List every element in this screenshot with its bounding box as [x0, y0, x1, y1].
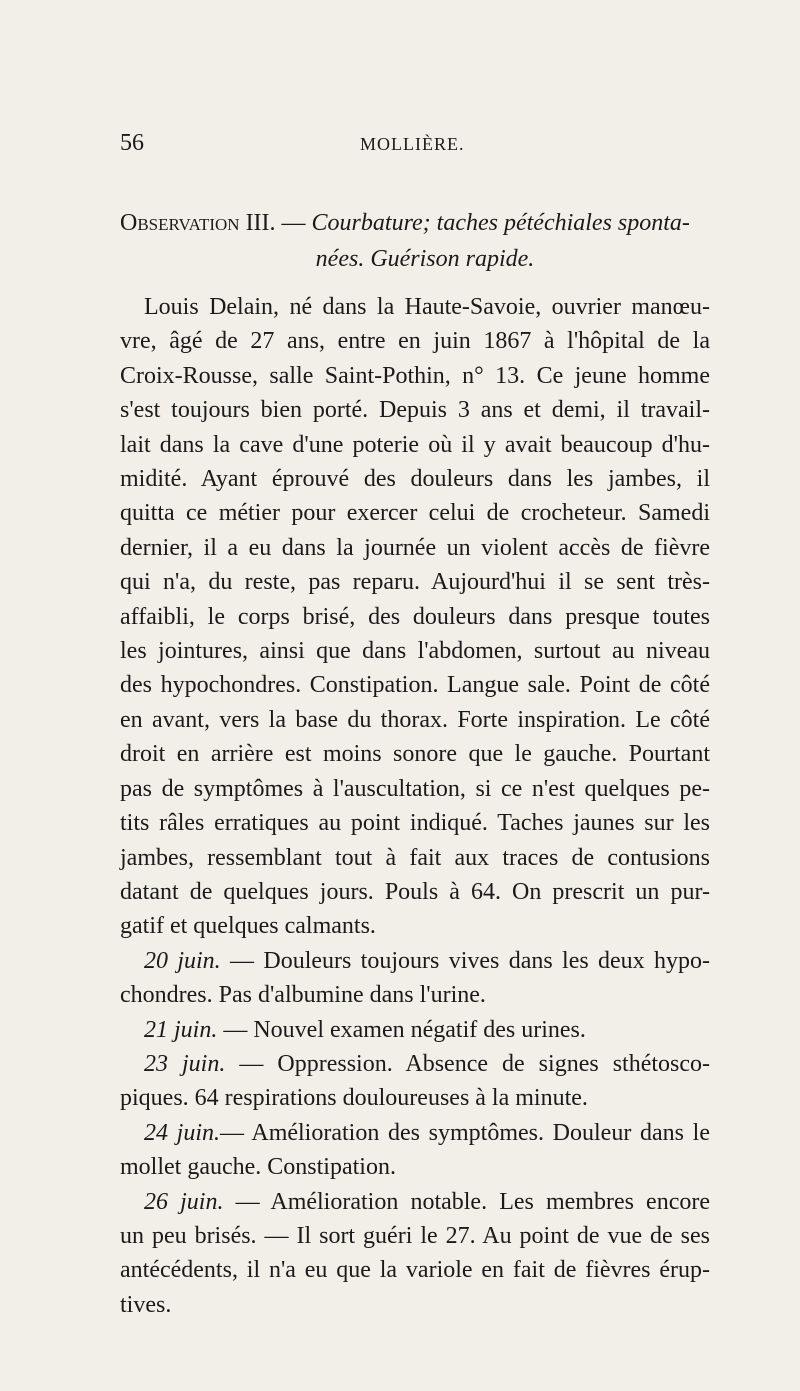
entry-line [120, 1116, 710, 1150]
observation-subject-line1: Courbature; taches pétéchiales sponta- [311, 210, 690, 236]
entry-text: — Amélioration notable. Les membres encore [223, 1188, 710, 1215]
body-line: antécédents, il n'a eu que la variole en fait de fièvres érup- [120, 1257, 710, 1284]
entry-date: 26 juin. [144, 1188, 224, 1215]
entry-line [120, 944, 710, 978]
entry-date: 21 juin. [144, 1016, 218, 1043]
body-line: jambes, ressemblant tout à fait aux traces de contusions [120, 844, 710, 871]
entry-text: — Nouvel examen négatif des urines. [217, 1016, 586, 1043]
body-line: chondres. Pas d'albumine dans l'urine. [120, 982, 486, 1009]
body-line: affaibli, le corps brisé, des douleurs dans presque toutes [120, 603, 710, 630]
title-dash: — [281, 210, 306, 236]
body-line: les jointures, ainsi que dans l'abdomen, surtout au niveau [120, 638, 710, 665]
body-line: midité. Ayant éprouvé des douleurs dans les jambes, il [120, 466, 710, 493]
body-line: tives. [120, 1291, 172, 1318]
observation-title [120, 205, 730, 277]
body-line: lait dans la cave d'une poterie où il y avait beaucoup d'hu- [120, 431, 710, 458]
page-number: 56 [120, 130, 144, 156]
observation-body [120, 290, 710, 1322]
body-line: qui n'a, du reste, pas reparu. Aujourd'hui il se sent très- [120, 569, 710, 596]
body-line: gatif et quelques calmants. [120, 913, 376, 940]
body-line: droit en arrière est moins sonore que le gauche. Pourtant [120, 741, 710, 768]
observation-subject-line2: nées. Guérison rapide. [315, 246, 535, 272]
running-head: MOLLIÈRE. [360, 134, 465, 154]
body-line: un peu brisés. — Il sort guéri le 27. Au point de vue de ses [120, 1222, 710, 1249]
entry-text: — Oppression. Absence de signes sthétosco- [225, 1050, 711, 1077]
body-line: dernier, il a eu dans la journée un violent accès de fièvre [120, 534, 710, 561]
entry-date: 20 juin. [144, 947, 221, 974]
body-line: en avant, vers la base du thorax. Forte inspiration. Le côté [120, 706, 710, 733]
entry-date: 24 juin. [144, 1119, 221, 1146]
body-line: vre, âgé de 27 ans, entre en juin 1867 à l'hôpital de la [120, 328, 710, 355]
page-header [120, 130, 720, 160]
body-line: tits râles erratiques au point indiqué. Taches jaunes sur les [120, 810, 710, 837]
body-line: datant de quelques jours. Pouls à 64. On prescrit un pur- [120, 878, 710, 905]
observation-label: Observation III. [120, 210, 276, 236]
body-line: Croix-Rousse, salle Saint-Pothin, n° 13. Ce jeune homme [120, 362, 710, 389]
entry-line [120, 1047, 710, 1081]
entry-text: — Douleurs toujours vives dans les deux hypo- [220, 947, 711, 974]
body-line: s'est toujours bien porté. Depuis 3 ans et demi, il travail- [120, 397, 710, 424]
body-line: pas de symptômes à l'auscultation, si ce n'est quelques pe- [120, 775, 710, 802]
entry-date: 23 juin. [144, 1050, 226, 1077]
entry-text: — Amélioration des symptômes. Douleur dans le [220, 1119, 710, 1146]
body-line: mollet gauche. Constipation. [120, 1154, 396, 1181]
entry-line [120, 1185, 710, 1219]
body-line: Louis Delain, né dans la Haute-Savoie, ouvrier manœu- [144, 294, 710, 320]
body-line: piques. 64 respirations douloureuses à la minute. [120, 1085, 588, 1112]
body-line: quitta ce métier pour exercer celui de crocheteur. Samedi [120, 500, 710, 527]
entry-line [120, 1013, 710, 1047]
body-line: des hypochondres. Constipation. Langue sale. Point de côté [120, 672, 710, 699]
